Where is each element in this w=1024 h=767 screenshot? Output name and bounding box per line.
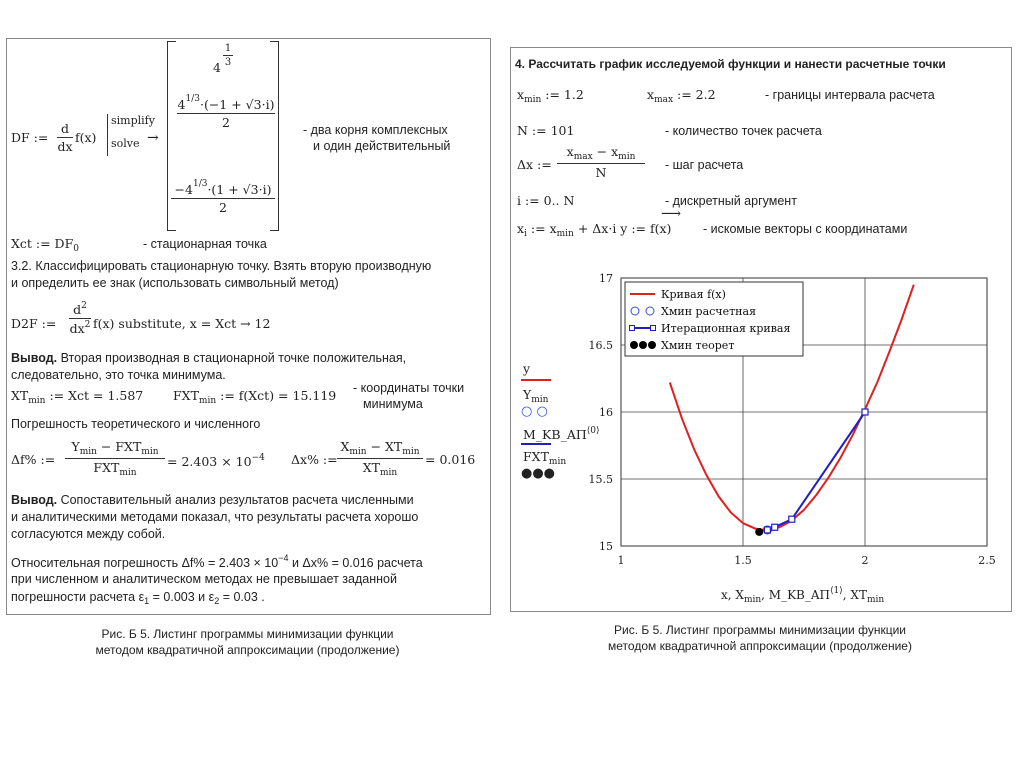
df-pct-fraction: $Y_{min} - FXT_{min}$ $FXT_{min}$ (65, 439, 165, 478)
legend-label: Кривая f(x) (661, 288, 726, 301)
d2f-rest: f(x) substitute, x = Xct → 12 (93, 316, 271, 331)
right-panel (510, 47, 1012, 612)
y-tick-label: 16 (599, 406, 613, 419)
n-def: N := 101 (517, 123, 575, 138)
root1-exp: 1 3 (224, 43, 232, 68)
df-simplify: simplify (111, 114, 155, 127)
left-panel (6, 38, 491, 615)
df-lhs: DF := (11, 130, 49, 145)
df-derivative: d dx (57, 121, 73, 154)
range-comment: - границы интервала расчета (765, 88, 935, 102)
section-3-2-line2: и определить ее знак (использовать символьный метод) (11, 276, 339, 290)
y-tick-label: 16.5 (588, 339, 613, 352)
x-tick-label: 1.5 (734, 554, 752, 567)
series-iteration-line (767, 412, 865, 530)
xct-def: Xct := $DF_0$ (11, 236, 79, 254)
x-axis-label: x, $X_{min}$, $M\_KB\_AП^{⟨1⟩}$, $XT_{min}$ (721, 586, 885, 605)
xtmin-def: $XT_{min}$ := Xct = 1.587 (11, 388, 144, 406)
error-title: Погрешность теоретического и численного (11, 417, 261, 431)
conclusion-2-line1: Вывод. Сопоставительный анализ результатов расчета численными (11, 493, 414, 507)
i-def: i := 0.. N (517, 193, 575, 208)
dx-pct-value: = 0.016 (425, 452, 476, 467)
chart (571, 270, 1001, 600)
i-comment: - дискретный аргумент (665, 194, 797, 208)
conclusion-1-line1: Вывод. Вторая производная в стационарной точке положительная, (11, 351, 407, 365)
coord-comment-1: - координаты точки (353, 381, 465, 395)
relative-error-line2: при численном и аналитическом методах не превышает заданной (11, 572, 397, 586)
dx-pct-fraction: $X_{min} - XT_{min}$ $XT_{min}$ (337, 439, 423, 478)
iteration-point (789, 516, 795, 522)
conclusion-1-line2: следовательно, это точка минимума. (11, 368, 226, 382)
right-caption: Рис. Б 5. Листинг программы минимизации функции методом квадратичной аппроксимации (продолжение) (608, 623, 912, 654)
coord-comment-2: минимума (363, 397, 423, 411)
roots-comment-1: - два корня комплексных (303, 123, 448, 137)
iteration-point (772, 524, 778, 530)
legend-swatch-square (651, 326, 656, 331)
dx-fraction: $x_{max} - x_{min}$ N (557, 144, 645, 180)
iteration-point (764, 527, 770, 533)
root1-base: 4 (213, 60, 221, 75)
root3: $-4^{1/3}\cdot(1 + √3\cdot i)$ 2 (171, 179, 275, 215)
x-tick-label: 2.5 (978, 554, 996, 567)
dx-lhs: Δx := (517, 157, 552, 172)
legend-swatch-dot (630, 341, 638, 349)
legend-label: Xмин теорет (661, 339, 735, 352)
legend-swatch-dot (648, 341, 656, 349)
n-comment: - количество точек расчета (665, 124, 822, 138)
dx-comment: - шаг расчета (665, 158, 744, 172)
roots-comment-2: и один действительный (313, 139, 451, 153)
section-3-2-line1: 3.2. Классифицировать стационарную точку. Взять вторую производную (11, 259, 432, 273)
vectorize-arrow-icon: ⟶ (661, 206, 682, 222)
df-bar-line (107, 114, 108, 156)
legend-label: Итерационная кривая (661, 322, 791, 335)
side-line-blue (521, 443, 551, 445)
x-tick-label: 2 (861, 554, 869, 567)
right-title: 4. Рассчитать график исследуемой функции и нанести расчетные точки (515, 57, 946, 71)
d2f-derivative: $d^2$ $dx^2$ (69, 301, 91, 336)
xmin-theor-point (755, 528, 763, 536)
d2f-lhs: D2F := (11, 316, 57, 331)
xct-comment: - стационарная точка (143, 237, 267, 251)
conclusion-2-line3: согласуются между собой. (11, 527, 166, 541)
side-label-mkb: $M\_KB\_AП^{⟨0⟩}$ (523, 426, 600, 442)
side-line-red (521, 379, 551, 381)
legend-swatch-square (630, 326, 635, 331)
side-circles: ○ ○ (521, 404, 548, 419)
xi-def: $x_i$ := $x_{min} + \Delta x\cdot i$ y := f(x) (517, 221, 672, 239)
left-caption: Рис. Б 5. Листинг программы минимизации функции методом квадратичной аппроксимации (продолжение) (95, 627, 400, 658)
df-fx: f(x) (75, 130, 97, 145)
df-pct-value: = $2.403 \times 10^{-4}$ (167, 453, 265, 469)
root2: $4^{1/3}\cdot(-1 + √3\cdot i)$ 2 (177, 94, 275, 130)
y-tick-label: 17 (599, 272, 613, 285)
df-pct-lhs: Δf% := (11, 452, 56, 467)
y-tick-label: 15 (599, 540, 613, 553)
x-tick-label: 1 (617, 554, 625, 567)
legend-label: Xмин расчетная (661, 305, 757, 318)
relative-error-line3: погрешности расчета $\varepsilon_1 = 0.003$ и $\varepsilon_2 = 0.03$ . (11, 590, 265, 606)
df-solve: solve (111, 137, 140, 150)
dx-pct-lhs: Δx% := (291, 452, 338, 467)
xmax-def: $x_{max}$ := 2.2 (647, 87, 716, 105)
xmin-def: $x_{min}$ := 1.2 (517, 87, 584, 105)
relative-error-line1: Относительная погрешность $\Delta f\% = 2.403 \times 10^{-4}$ и Δx% = 0.016 расчета (11, 553, 423, 570)
xi-comment: - искомые векторы с координатами (703, 222, 908, 236)
legend-swatch-dot (639, 341, 647, 349)
side-label-fxt: $FXT_{min}$ (523, 449, 567, 467)
side-dots: ●●● (521, 466, 556, 481)
side-label-ymin: $Y_{min}$ (523, 387, 549, 405)
df-arrow: → (147, 130, 159, 146)
fxtmin-def: $FXT_{min}$ := f(Xct) = 15.119 (173, 388, 337, 406)
conclusion-2-line2: и аналитическими методами показал, что результаты расчета хорошо (11, 510, 419, 524)
y-tick-label: 15.5 (588, 473, 613, 486)
iteration-point (862, 409, 868, 415)
side-label-y: y (523, 361, 531, 376)
